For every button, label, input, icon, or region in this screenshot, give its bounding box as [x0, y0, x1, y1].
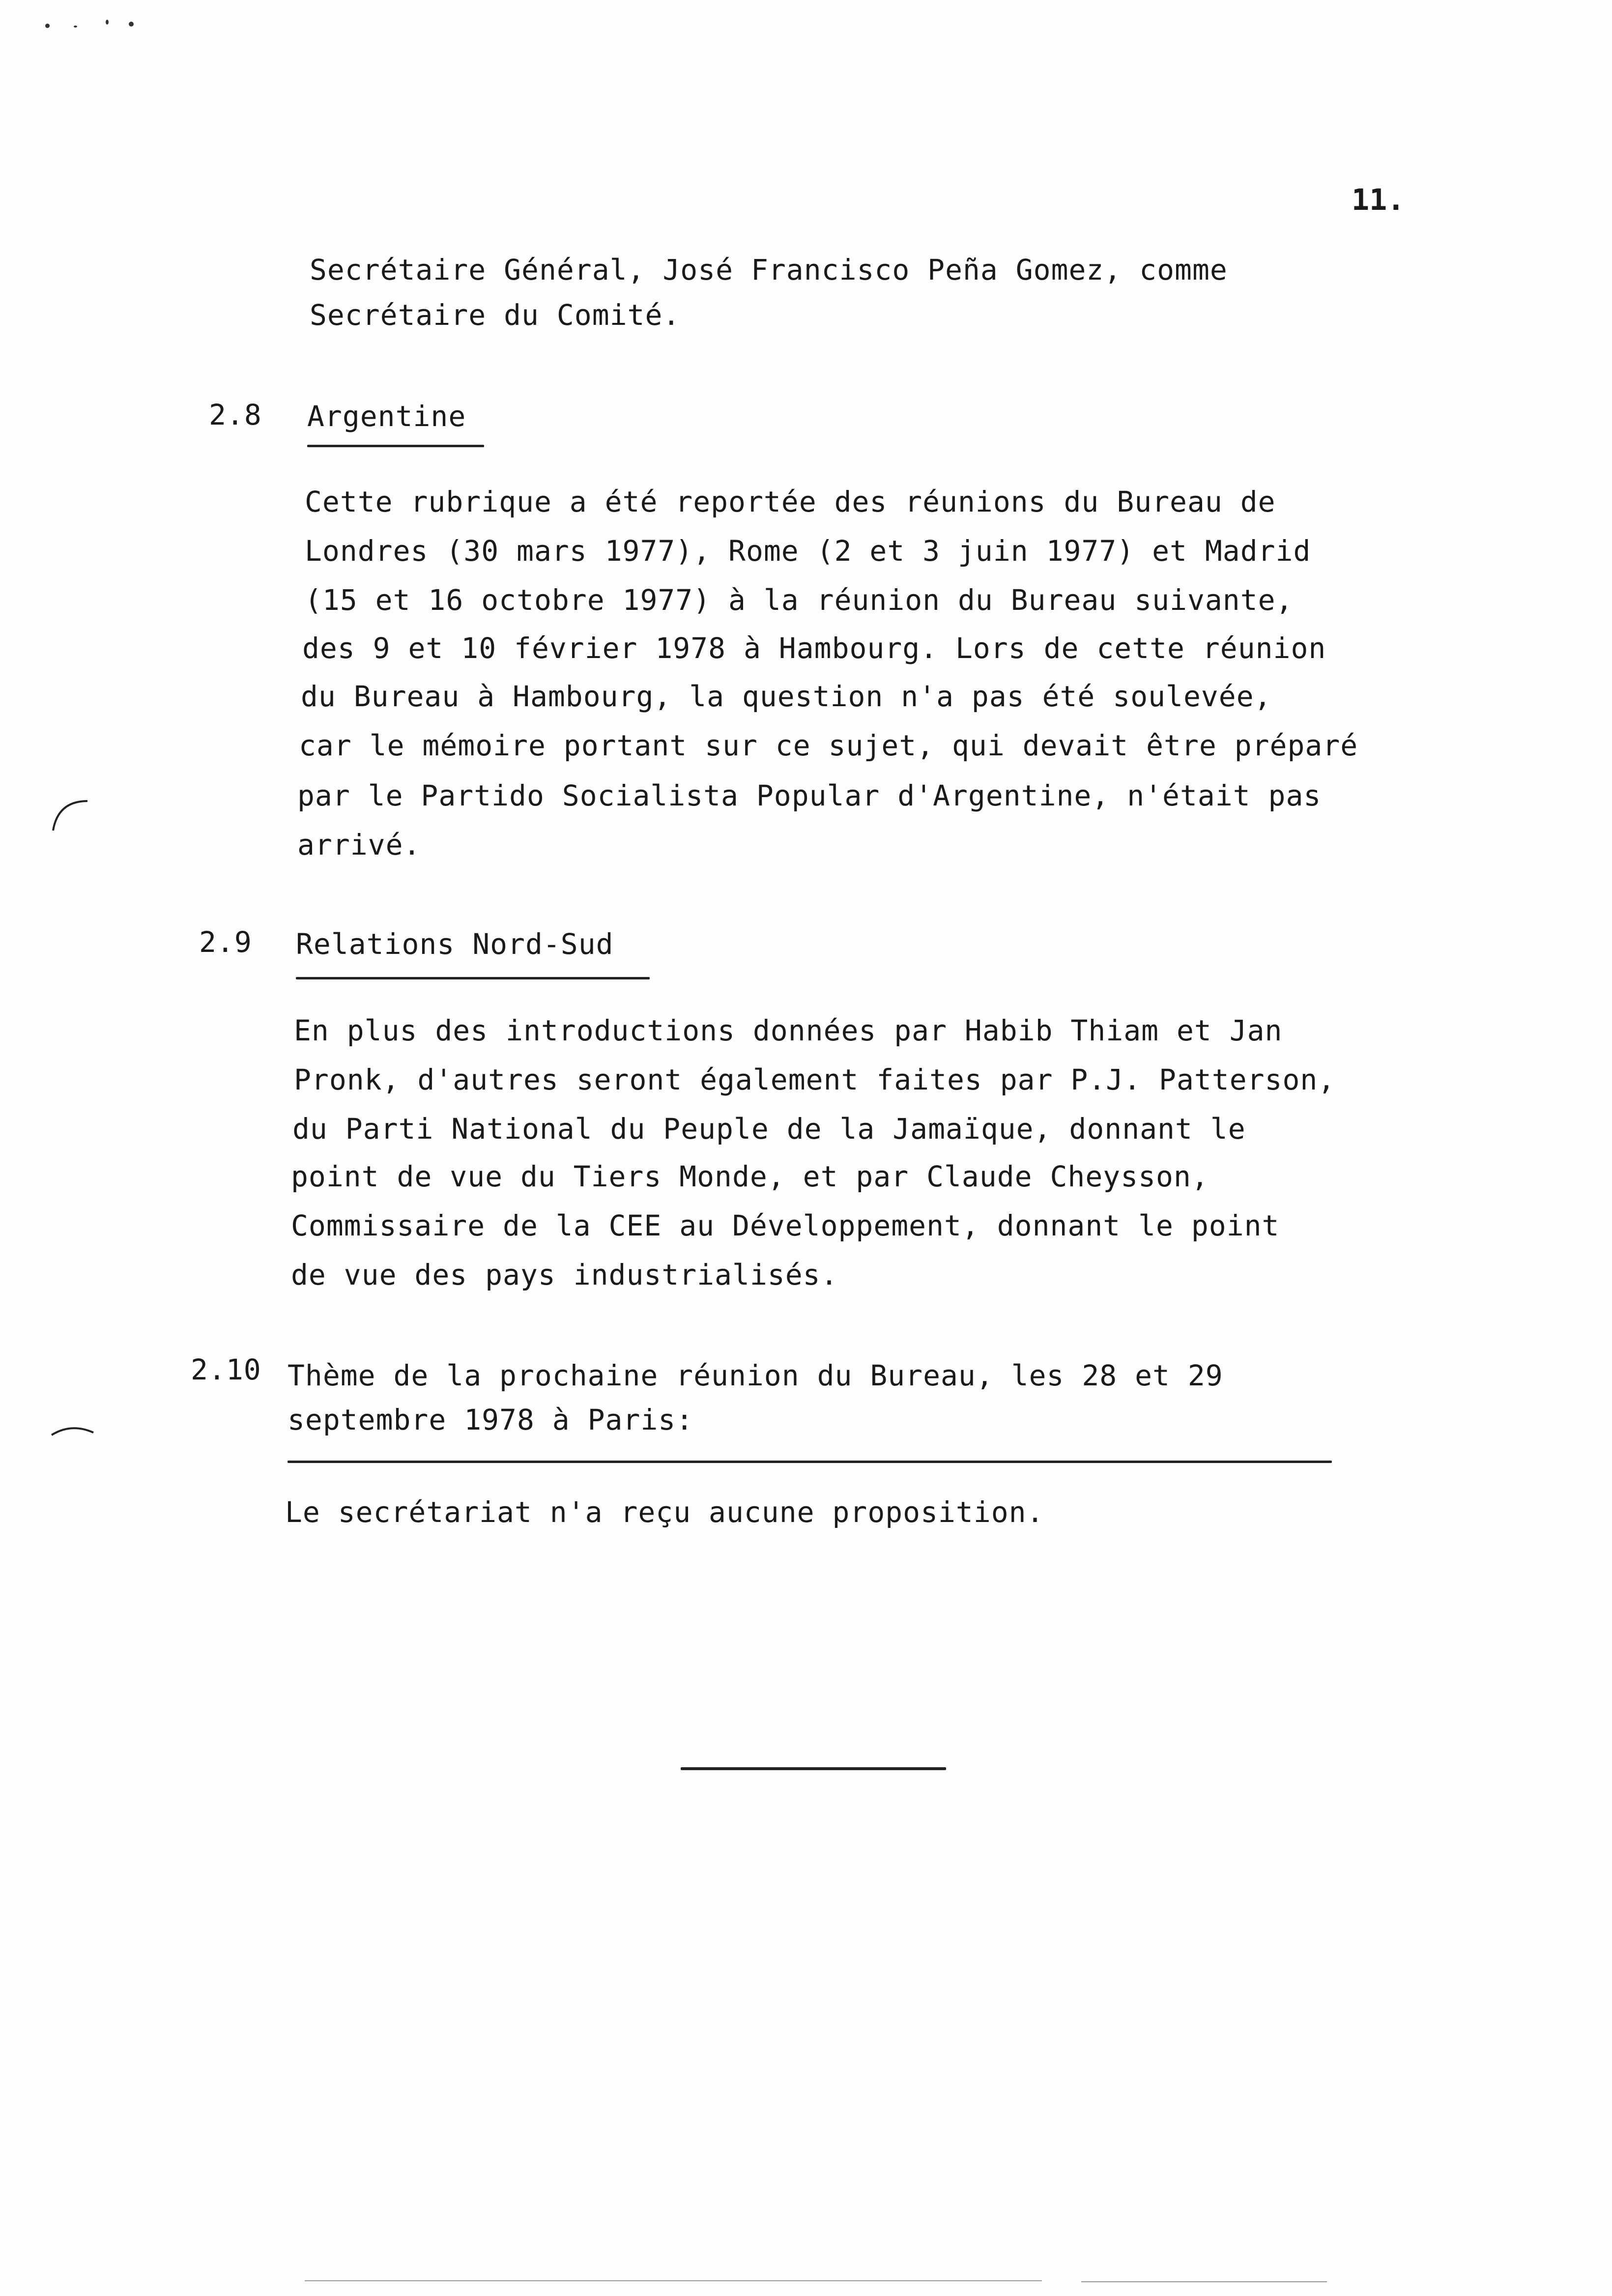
- section-number: 2.8: [209, 398, 262, 431]
- section-title: septembre 1978 à Paris:: [288, 1403, 694, 1436]
- paragraph-line: (15 et 16 octobre 1977) à la réunion du Bureau suivante,: [305, 583, 1294, 617]
- section-number: 2.9: [199, 925, 252, 959]
- section-title-underline: [288, 1461, 1332, 1463]
- paragraph-line: du Bureau à Hambourg, la question n'a pas été soulevée,: [301, 680, 1272, 713]
- section-title-underline: [296, 977, 650, 979]
- section-title: Thème de la prochaine réunion du Bureau, les 28 et 29: [288, 1359, 1223, 1392]
- paragraph-line: car le mémoire portant sur ce sujet, qui devait être préparé: [299, 729, 1358, 762]
- scan-artifact: [305, 2280, 1042, 2281]
- margin-arc-mark: [47, 1415, 101, 1445]
- margin-arc-mark: [43, 791, 97, 845]
- section-number: 2.10: [191, 1353, 261, 1386]
- paragraph-line: En plus des introductions données par Habib Thiam et Jan: [294, 1014, 1283, 1047]
- section-title: Relations Nord-Sud: [296, 927, 614, 961]
- end-rule: [681, 1767, 946, 1770]
- intro-line: Secrétaire Général, José Francisco Peña Gomez, comme: [310, 253, 1228, 287]
- intro-line: Secrétaire du Comité.: [310, 298, 681, 332]
- paragraph-line: par le Partido Socialista Popular d'Argentine, n'était pas: [297, 779, 1322, 812]
- scan-speck: [106, 20, 109, 25]
- paragraph-line: de vue des pays industrialisés.: [291, 1258, 838, 1292]
- section-title: Argentine: [307, 400, 466, 433]
- page-number: 11.: [1352, 183, 1405, 217]
- scan-speck: [129, 22, 134, 27]
- paragraph-line: point de vue du Tiers Monde, et par Claude Cheysson,: [291, 1160, 1209, 1193]
- paragraph-line: Pronk, d'autres seront également faites par P.J. Patterson,: [294, 1063, 1336, 1096]
- section-title-underline: [307, 445, 484, 447]
- paragraph-line: des 9 et 10 février 1978 à Hambourg. Lors de cette réunion: [302, 631, 1326, 665]
- scan-speck: [45, 24, 50, 28]
- paragraph-line: Commissaire de la CEE au Développement, donnant le point: [291, 1209, 1280, 1242]
- scan-artifact: [1081, 2281, 1327, 2282]
- paragraph-line: du Parti National du Peuple de la Jamaïque, donnant le: [292, 1112, 1246, 1146]
- paragraph-line: Londres (30 mars 1977), Rome (2 et 3 juin 1977) et Madrid: [305, 534, 1311, 568]
- paragraph-line: Le secrétariat n'a reçu aucune proposition.: [285, 1495, 1044, 1529]
- paragraph-line: Cette rubrique a été reportée des réunions du Bureau de: [305, 485, 1276, 518]
- scan-speck: [74, 26, 77, 28]
- paragraph-line: arrivé.: [297, 828, 421, 861]
